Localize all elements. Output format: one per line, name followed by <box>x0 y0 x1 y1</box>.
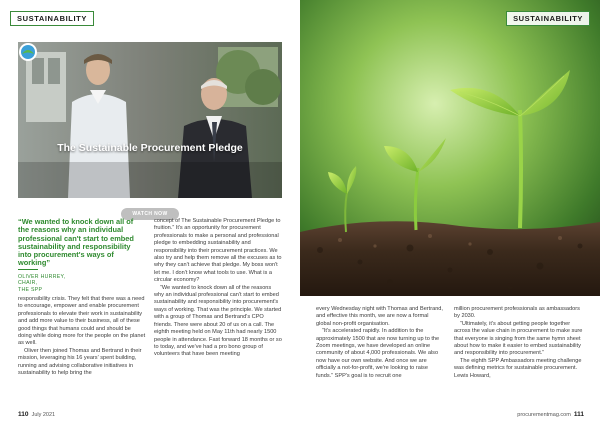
quote-author <box>18 274 118 293</box>
paragraph: responsibility crisis. They felt that there was a need to encourage, empower and enable procurement professionals to elevate their work in sustainability and add more value to their business, all of these good things that humans could and should be doing while doing more for the people on the planet as well. <box>18 296 146 347</box>
article-column-1 <box>18 296 146 404</box>
right-page <box>300 0 600 424</box>
pull-quote-divider <box>18 269 38 270</box>
paragraph: “We wanted to knock down all of the reasons why an individual professional can't start to embed sustainability and responsibility into procurement's ways of working. That was the principle. We started with a group of Thomas and Bertrand's CPO friends. There were about 20 of us on a call. The eighth meeting held on May 11th had nearly 1500 people in attendance. Fast forward 18 months or so to today, and we've had a pro bono group of volunteers that have been meeting <box>154 284 282 358</box>
section-tag: SUSTAINABILITY <box>506 11 590 26</box>
article-column-3 <box>316 306 444 404</box>
paragraph: concept of The Sustainable Procurement Pledge to fruition.” It's an opportunity for procurement professionals to make a personal and professional pledge to embedding sustainability and responsibility into their procurement practices. We also try and help them remove all the excuses as to why they can't achieve that pledge. My boss won't let me. I don't know what tools to use. What is a circular economy? <box>154 218 282 284</box>
paragraph: Oliver then joined Thomas and Bertrand in their mission, leveraging his 16 years' spent building, running and advising collaborative initiatives in sustainability to help bring the <box>18 347 142 377</box>
website-url[interactable]: procurementmag.com <box>517 412 571 418</box>
paragraph: The eighth SPP Ambassadors meeting challenge was defining metrics for sustainable procurement. Lewis Howard, <box>454 357 582 379</box>
quote-author-org: THE SPP <box>18 286 43 293</box>
paragraph: million procurement professionals as ambassadors by 2030. <box>454 306 580 320</box>
page-footer-right <box>517 411 584 418</box>
video-title: The Sustainable Procurement Pledge <box>57 142 243 154</box>
article-column-4 <box>454 306 584 404</box>
quote-author-name: OLIVER HURREY, <box>18 274 66 280</box>
section-tag: SUSTAINABILITY <box>10 11 94 26</box>
page-footer-left <box>18 411 55 418</box>
seedling-hero-image <box>300 0 600 296</box>
paragraph: “Ultimately, it's about getting people together across the value chain in procurement to make sure that everyone is singing from the same hymn sheet about how to make it easier to embed sustainability and responsibility into procurement.” <box>454 320 583 357</box>
issue-date: July 2021 <box>31 412 56 418</box>
paragraph: every Wednesday night with Thomas and Bertrand, and effective this month, we are now a formal global non-profit organisation. <box>316 306 443 327</box>
watch-now-button[interactable]: WATCH NOW <box>120 207 180 221</box>
spp-logo-icon <box>18 42 38 62</box>
pull-quote: “We wanted to knock down all of the reasons why an individual professional can't start to embed sustainability and responsibility into procurement's ways of working” <box>18 217 134 268</box>
quote-author-role: CHAIR, <box>18 280 38 287</box>
paragraph: “It's accelerated rapidly. In addition to the approximately 1500 that are now turning up to the Zoom meetings, we have developed an online community of about 4,000 professionals. We also now have our own website. And once we are officially a not-for-profit, we're looking to raise funds.” SPP's goal is to recruit one <box>316 328 440 379</box>
video-thumbnail <box>18 42 282 198</box>
page-number: 111 <box>573 411 584 418</box>
page-number: 110 <box>18 411 29 418</box>
video-player[interactable] <box>18 42 282 217</box>
article-column-2 <box>154 218 282 404</box>
